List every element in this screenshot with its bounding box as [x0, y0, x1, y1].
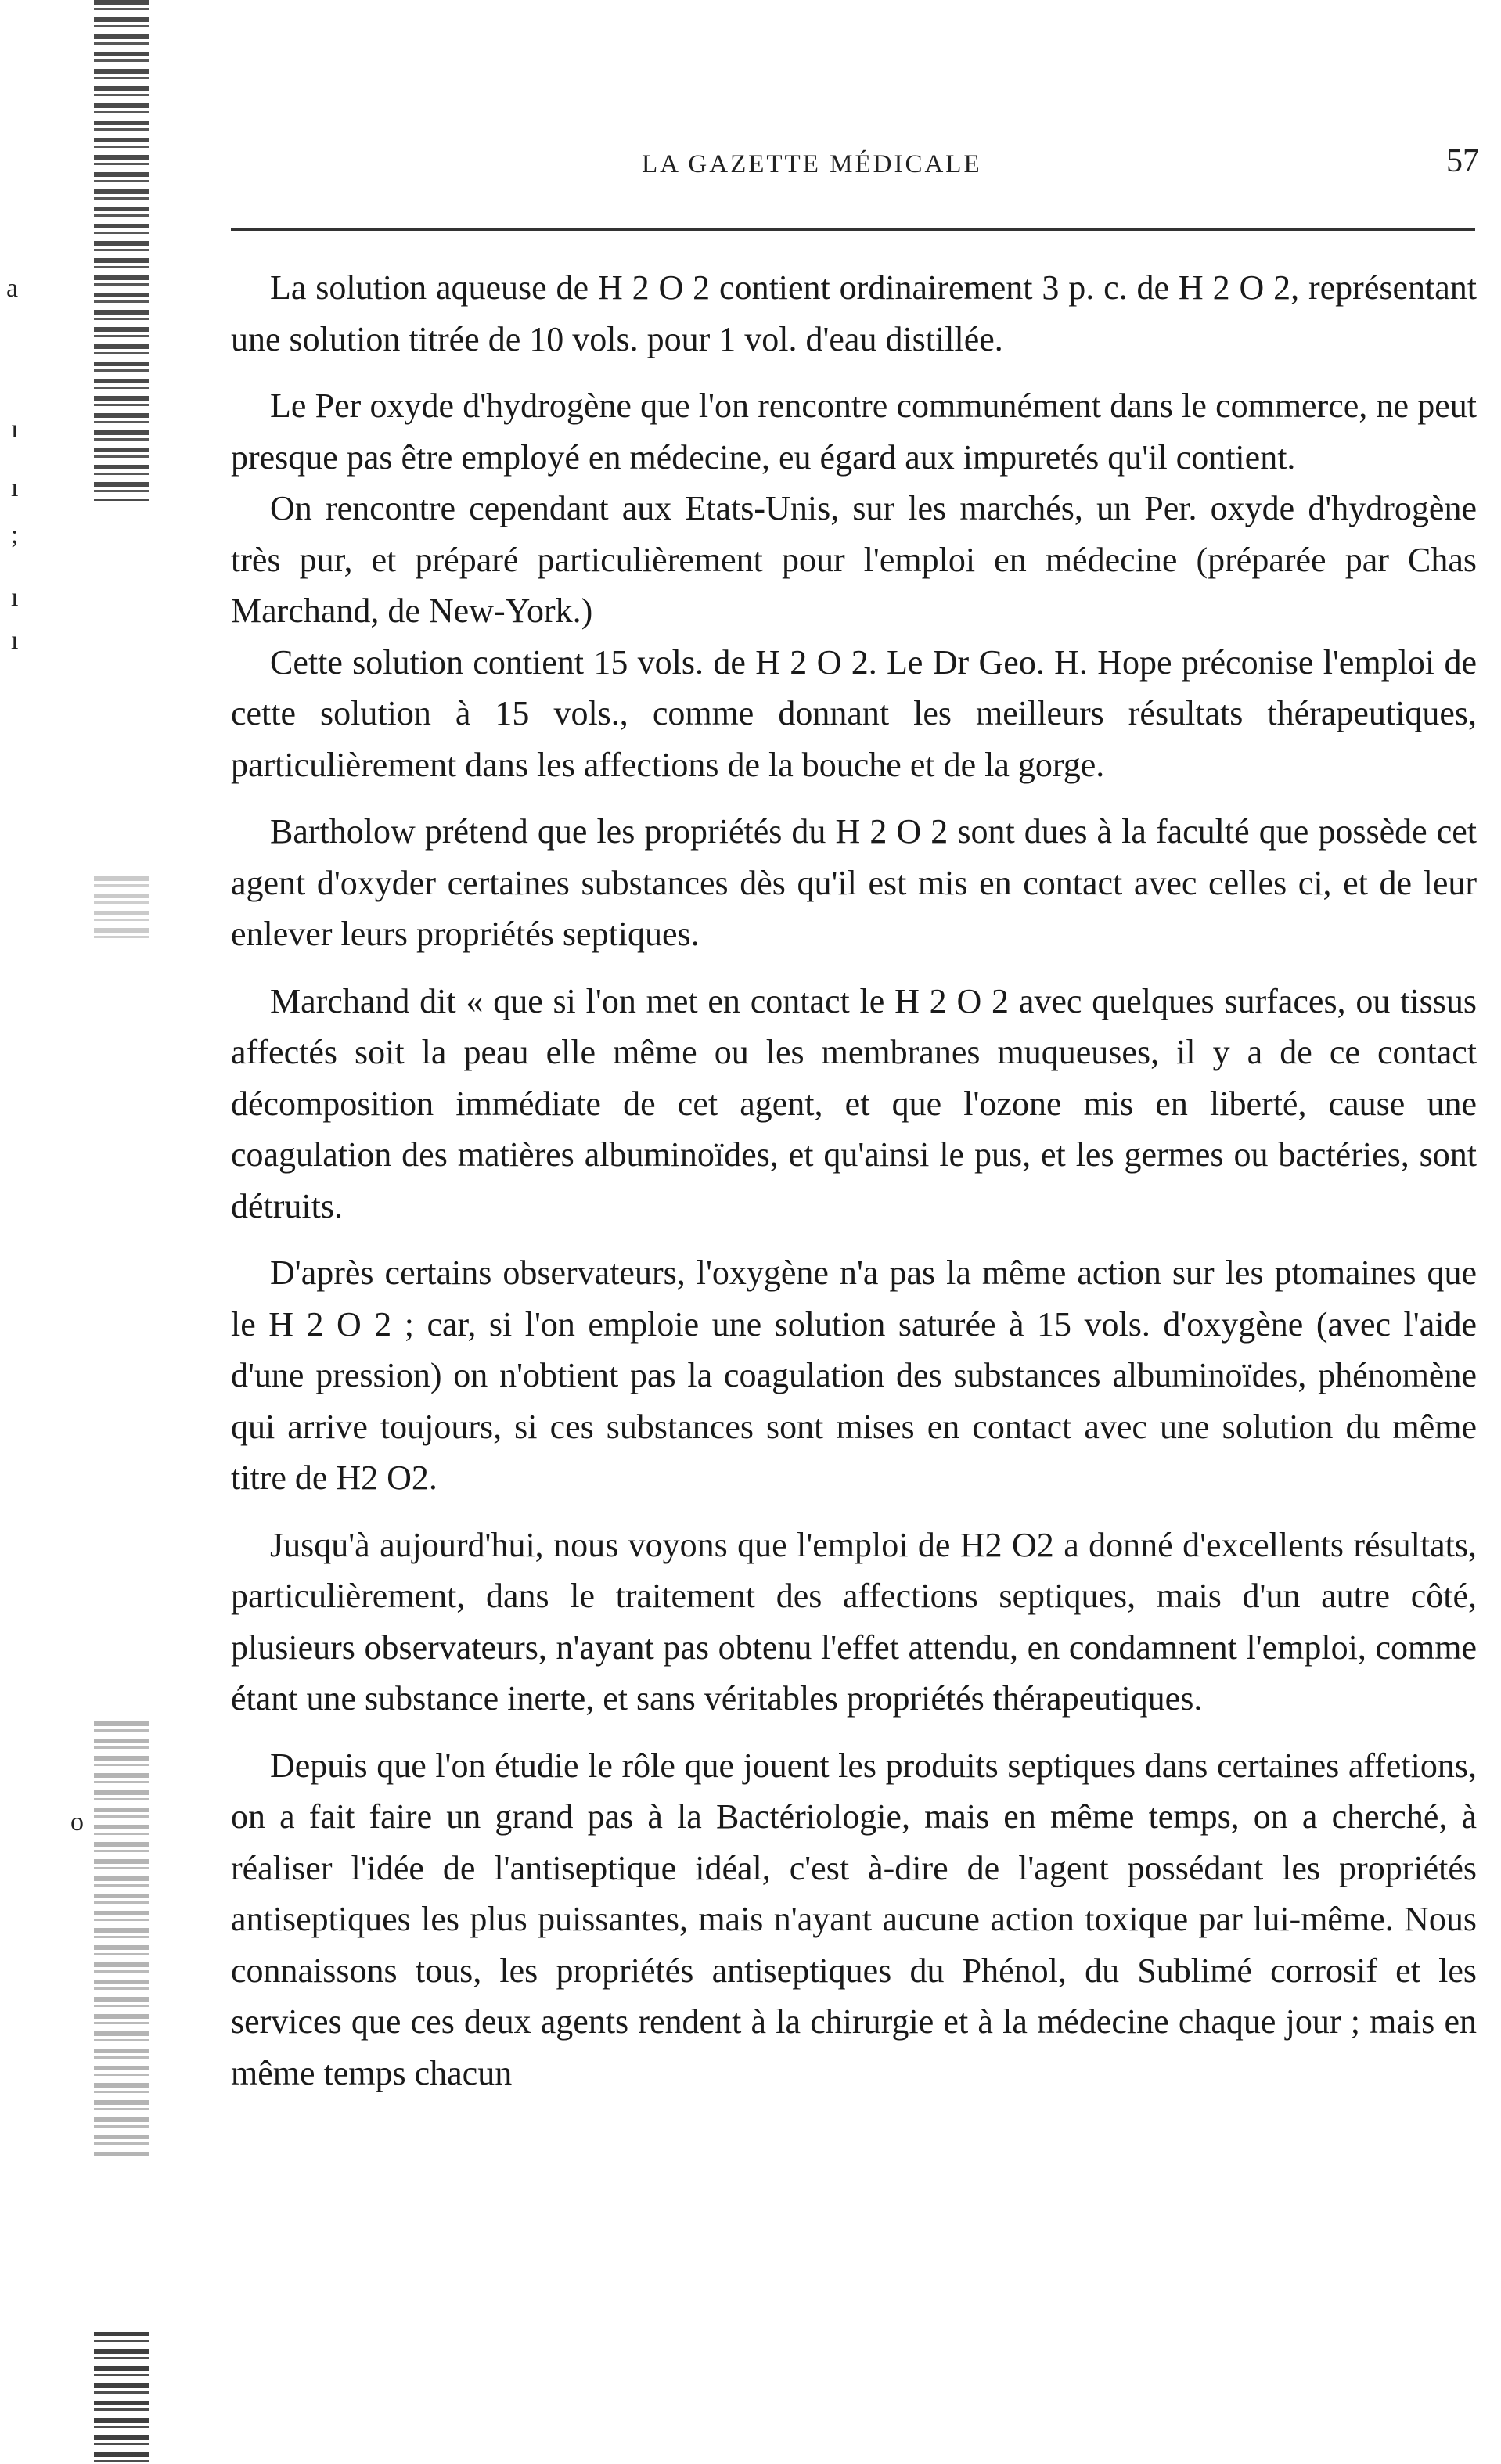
running-head — [235, 142, 1479, 189]
gutter-shadow-top — [94, 0, 149, 501]
margin-mark: a — [6, 274, 19, 303]
gutter-shadow-bottom — [94, 2332, 149, 2464]
gutter-shadow-low — [94, 1721, 149, 2160]
margin-mark: ı — [11, 473, 19, 502]
paragraph: Cette solution contient 15 vols. de H 2 O 2. Le Dr Geo. H. Hope préconise l'emploi de cette solution à 15 vols., comme donnant les meilleurs résultats thérapeutiques, particulièrement dans les affections de la bouche et de la gorge. — [231, 642, 1477, 784]
scan-binding-gutter — [0, 0, 157, 2464]
paragraph: Depuis que l'on étudie le rôle que jouent les produits septiques dans certaines affetions, on a fait faire un grand pas à la Bactériologie, mais en même temps, on a cherché, à réaliser l'idée de l'antiseptique idéal, c'est à-dire de l'agent possédant les propriétés antiseptiques les plus puissantes, mais n'ayant aucune action toxique par lui-même. Nous connaissons tous, les propriétés antiseptiques du Phénol, du Sublimé corrosif et les services que ces deux agents rendent à la chirurgie et à la médecine chaque jour ; mais en même temps chacun — [231, 1746, 1477, 2092]
margin-mark: ı — [11, 415, 19, 444]
margin-mark: ı — [11, 583, 19, 612]
paragraph: D'après certains observateurs, l'oxygène n'a pas la même action sur les ptomaines que le H 2 O 2 ; car, si l'on emploie une solution saturée à 15 vols. d'oxygène (avec l'aide d'une pression) on n'obtient pas la coagulation des substances albuminoïdes, phénomène qui arrive toujours, si ces substances sont mises en contact avec une solution du même titre de H2 O2. — [231, 1254, 1477, 1497]
margin-mark: ; — [11, 520, 19, 549]
margin-mark: o — [70, 1808, 84, 1836]
paragraph: Jusqu'à aujourd'hui, nous voyons que l'emploi de H2 O2 a donné d'excellents résultats, particulièrement, dans le traitement des affections septiques, mais d'un autre côté, plusieurs observateurs, n'ayant pas obtenu l'effet attendu, en condamnent l'emploi, comme étant une substance inerte, et sans véritables propriétés thérapeutiques. — [231, 1525, 1477, 1718]
page-number: 57 — [1446, 143, 1479, 179]
article-body — [231, 262, 1477, 2114]
running-title: LA GAZETTE MÉDICALE — [642, 150, 982, 178]
paragraph: Marchand dit « que si l'on met en contact le H 2 O 2 avec quelques surfaces, ou tissus affectés soit la peau elle même ou les membranes muqueuses, il y a de ce contact décomposition immédiate de cet agent, et que l'ozone mis en liberté, cause une coagulation des matières albuminoïdes, et qu'ainsi le pus, et les germes ou bactéries, sont détruits. — [231, 981, 1477, 1225]
paragraph: Le Per oxyde d'hydrogène que l'on rencontre communément dans le commerce, ne peut presque pas être employé en médecine, eu égard aux impuretés qu'il contient. — [231, 387, 1477, 477]
header-rule — [231, 228, 1475, 231]
paragraph: La solution aqueuse de H 2 O 2 contient ordinairement 3 p. c. de H 2 O 2, représentant une solution titrée de 10 vols. pour 1 vol. d'eau distillée. — [231, 268, 1477, 358]
gutter-shadow-mid — [94, 876, 149, 939]
margin-mark: ı — [11, 626, 19, 655]
paragraph: On rencontre cependant aux Etats-Unis, sur les marchés, un Per. oxyde d'hydrogène très pur, et préparé particulièrement pour l'emploi en médecine (préparée par Chas Marchand, de New-York.) — [231, 489, 1477, 630]
paragraph: Bartholow prétend que les propriétés du H 2 O 2 sont dues à la faculté que possède cet agent d'oxyder certaines substances dès qu'il est mis en contact avec celles ci, et de leur enlever leurs propriétés septiques. — [231, 812, 1477, 953]
